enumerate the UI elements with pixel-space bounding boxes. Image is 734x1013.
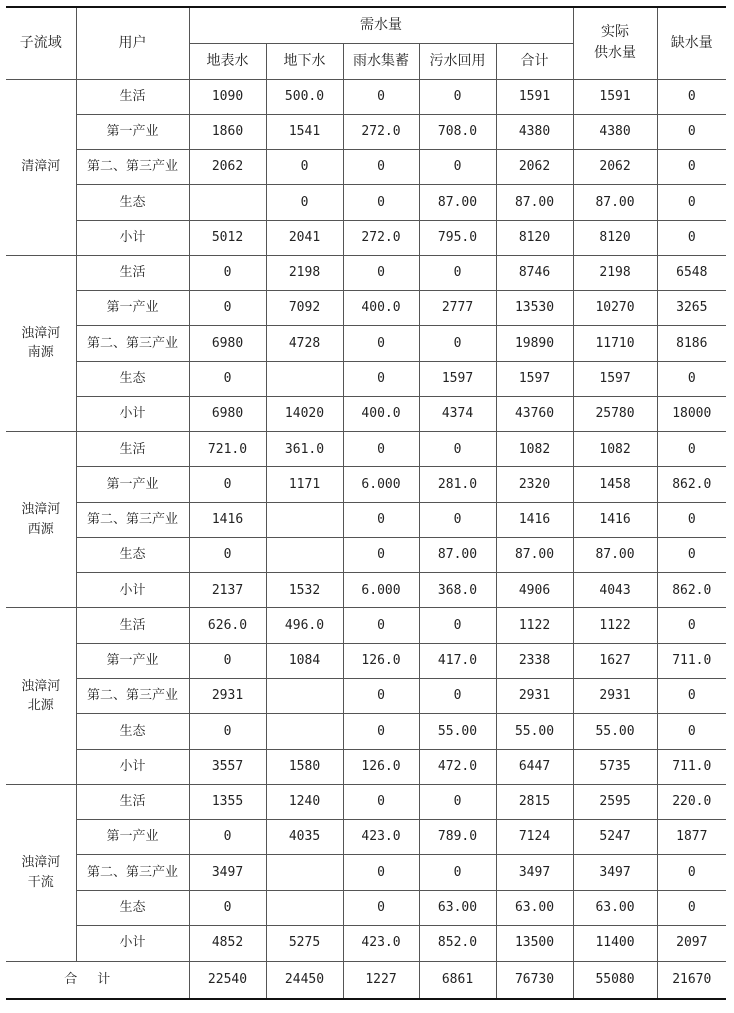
surface-cell: 3497 — [189, 855, 266, 890]
reuse-cell: 0 — [419, 150, 496, 185]
user-cell: 生活 — [76, 608, 189, 643]
header-groundwater: 地下水 — [266, 43, 343, 79]
user-cell: 第二、第三产业 — [76, 855, 189, 890]
rain-cell: 423.0 — [343, 820, 419, 855]
header-shortage: 缺水量 — [657, 7, 726, 79]
supply-cell: 4043 — [573, 573, 657, 608]
rain-cell: 0 — [343, 255, 419, 290]
rain-cell: 0 — [343, 79, 419, 114]
user-cell: 第二、第三产业 — [76, 502, 189, 537]
rain-cell: 400.0 — [343, 291, 419, 326]
reuse-cell: 0 — [419, 608, 496, 643]
header-rainwater: 雨水集蓄 — [343, 43, 419, 79]
supply-cell: 1597 — [573, 361, 657, 396]
basin-name-line1: 浊漳河 — [21, 855, 61, 871]
ground-cell: 14020 — [266, 396, 343, 431]
ground-cell: 4035 — [266, 820, 343, 855]
shortage-cell: 0 — [657, 220, 726, 255]
total-cell: 6447 — [496, 749, 573, 784]
grand-total-label: 合计 — [6, 961, 189, 999]
user-cell: 生活 — [76, 432, 189, 467]
shortage-cell: 18000 — [657, 396, 726, 431]
total-cell: 13500 — [496, 925, 573, 961]
grand-total-demand: 76730 — [496, 961, 573, 999]
shortage-cell: 0 — [657, 185, 726, 220]
reuse-cell: 789.0 — [419, 820, 496, 855]
shortage-cell: 0 — [657, 150, 726, 185]
reuse-cell: 1597 — [419, 361, 496, 396]
reuse-cell: 417.0 — [419, 643, 496, 678]
total-cell: 43760 — [496, 396, 573, 431]
ground-cell: 4728 — [266, 326, 343, 361]
total-cell: 8746 — [496, 255, 573, 290]
reuse-cell: 0 — [419, 79, 496, 114]
total-cell: 13530 — [496, 291, 573, 326]
user-cell: 生态 — [76, 714, 189, 749]
surface-cell: 626.0 — [189, 608, 266, 643]
ground-cell: 5275 — [266, 925, 343, 961]
total-cell: 3497 — [496, 855, 573, 890]
supply-cell: 63.00 — [573, 890, 657, 925]
supply-cell: 2931 — [573, 679, 657, 714]
total-cell: 2931 — [496, 679, 573, 714]
reuse-cell: 0 — [419, 326, 496, 361]
supply-cell: 87.00 — [573, 537, 657, 572]
total-cell: 19890 — [496, 326, 573, 361]
table-row — [6, 749, 726, 784]
surface-cell: 1860 — [189, 114, 266, 149]
table-row — [6, 432, 726, 467]
reuse-cell: 63.00 — [419, 890, 496, 925]
surface-cell: 1355 — [189, 784, 266, 819]
header-demand: 需水量 — [189, 7, 573, 43]
rain-cell: 400.0 — [343, 396, 419, 431]
header-supply-line1: 实际 — [601, 24, 630, 41]
total-cell: 2815 — [496, 784, 573, 819]
shortage-cell: 711.0 — [657, 749, 726, 784]
water-balance-table — [6, 6, 726, 1000]
surface-cell: 0 — [189, 643, 266, 678]
shortage-cell: 0 — [657, 890, 726, 925]
basin-cell — [6, 432, 76, 608]
supply-cell: 8120 — [573, 220, 657, 255]
shortage-cell: 2097 — [657, 925, 726, 961]
ground-cell: 361.0 — [266, 432, 343, 467]
rain-cell: 0 — [343, 150, 419, 185]
header-surface-water: 地表水 — [189, 43, 266, 79]
surface-cell: 6980 — [189, 396, 266, 431]
total-cell: 87.00 — [496, 185, 573, 220]
surface-cell: 0 — [189, 890, 266, 925]
reuse-cell: 2777 — [419, 291, 496, 326]
shortage-cell: 3265 — [657, 291, 726, 326]
table-row — [6, 150, 726, 185]
rain-cell: 0 — [343, 326, 419, 361]
ground-cell — [266, 679, 343, 714]
table-row — [6, 643, 726, 678]
user-cell: 第二、第三产业 — [76, 679, 189, 714]
table-body — [6, 79, 726, 961]
grand-total-supply: 55080 — [573, 961, 657, 999]
reuse-cell: 708.0 — [419, 114, 496, 149]
supply-cell: 10270 — [573, 291, 657, 326]
shortage-cell: 220.0 — [657, 784, 726, 819]
reuse-cell: 368.0 — [419, 573, 496, 608]
supply-cell: 25780 — [573, 396, 657, 431]
user-cell: 第二、第三产业 — [76, 150, 189, 185]
surface-cell: 2137 — [189, 573, 266, 608]
shortage-cell: 862.0 — [657, 573, 726, 608]
ground-cell: 7092 — [266, 291, 343, 326]
reuse-cell: 87.00 — [419, 537, 496, 572]
supply-cell: 3497 — [573, 855, 657, 890]
table-row — [6, 502, 726, 537]
total-cell: 1122 — [496, 608, 573, 643]
reuse-cell: 55.00 — [419, 714, 496, 749]
user-cell: 小计 — [76, 749, 189, 784]
shortage-cell: 0 — [657, 608, 726, 643]
user-cell: 小计 — [76, 220, 189, 255]
supply-cell: 4380 — [573, 114, 657, 149]
shortage-cell: 0 — [657, 537, 726, 572]
user-cell: 生态 — [76, 890, 189, 925]
shortage-cell: 1877 — [657, 820, 726, 855]
basin-cell — [6, 608, 76, 784]
surface-cell: 0 — [189, 361, 266, 396]
shortage-cell: 711.0 — [657, 643, 726, 678]
shortage-cell: 0 — [657, 79, 726, 114]
surface-cell — [189, 185, 266, 220]
table-row — [6, 855, 726, 890]
table-row — [6, 255, 726, 290]
reuse-cell: 852.0 — [419, 925, 496, 961]
supply-cell: 2198 — [573, 255, 657, 290]
ground-cell: 1084 — [266, 643, 343, 678]
surface-cell: 2062 — [189, 150, 266, 185]
user-cell: 第一产业 — [76, 291, 189, 326]
surface-cell: 2931 — [189, 679, 266, 714]
supply-cell: 1627 — [573, 643, 657, 678]
user-cell: 生态 — [76, 537, 189, 572]
rain-cell: 0 — [343, 361, 419, 396]
reuse-cell: 0 — [419, 784, 496, 819]
basin-name-line1: 浊漳河 — [21, 678, 61, 694]
supply-cell: 5247 — [573, 820, 657, 855]
header-actual-supply — [573, 7, 657, 79]
supply-cell: 2595 — [573, 784, 657, 819]
user-cell: 小计 — [76, 925, 189, 961]
reuse-cell: 281.0 — [419, 467, 496, 502]
shortage-cell: 6548 — [657, 255, 726, 290]
total-cell: 4380 — [496, 114, 573, 149]
basin-cell — [6, 784, 76, 961]
user-cell: 第一产业 — [76, 820, 189, 855]
rain-cell: 0 — [343, 608, 419, 643]
rain-cell: 126.0 — [343, 643, 419, 678]
reuse-cell: 0 — [419, 255, 496, 290]
header-reuse: 污水回用 — [419, 43, 496, 79]
ground-cell — [266, 502, 343, 537]
table-row — [6, 291, 726, 326]
grand-total-row — [6, 961, 726, 999]
supply-cell: 1591 — [573, 79, 657, 114]
rain-cell: 0 — [343, 185, 419, 220]
supply-cell: 55.00 — [573, 714, 657, 749]
user-cell: 第一产业 — [76, 467, 189, 502]
supply-cell: 5735 — [573, 749, 657, 784]
table-row — [6, 114, 726, 149]
shortage-cell: 0 — [657, 679, 726, 714]
table-row — [6, 396, 726, 431]
supply-cell: 1458 — [573, 467, 657, 502]
total-cell: 8120 — [496, 220, 573, 255]
supply-cell: 87.00 — [573, 185, 657, 220]
user-cell: 生活 — [76, 79, 189, 114]
rain-cell: 0 — [343, 679, 419, 714]
reuse-cell: 795.0 — [419, 220, 496, 255]
reuse-cell: 472.0 — [419, 749, 496, 784]
ground-cell: 2198 — [266, 255, 343, 290]
total-cell: 87.00 — [496, 537, 573, 572]
table-row — [6, 679, 726, 714]
shortage-cell: 0 — [657, 714, 726, 749]
header-user: 用户 — [76, 7, 189, 79]
basin-name-line2: 干流 — [27, 874, 54, 890]
rain-cell: 6.000 — [343, 467, 419, 502]
total-cell: 63.00 — [496, 890, 573, 925]
grand-total-shortage: 21670 — [657, 961, 726, 999]
basin-name-line1: 浊漳河 — [21, 325, 61, 341]
ground-cell — [266, 855, 343, 890]
shortage-cell: 8186 — [657, 326, 726, 361]
surface-cell: 3557 — [189, 749, 266, 784]
supply-cell: 2062 — [573, 150, 657, 185]
table-row — [6, 608, 726, 643]
surface-cell: 1090 — [189, 79, 266, 114]
rain-cell: 272.0 — [343, 114, 419, 149]
ground-cell: 0 — [266, 185, 343, 220]
table-row — [6, 220, 726, 255]
table-row — [6, 185, 726, 220]
shortage-cell: 0 — [657, 855, 726, 890]
total-cell: 1416 — [496, 502, 573, 537]
surface-cell: 0 — [189, 467, 266, 502]
supply-cell: 11710 — [573, 326, 657, 361]
ground-cell: 1240 — [266, 784, 343, 819]
ground-cell: 1580 — [266, 749, 343, 784]
grand-total-rain: 1227 — [343, 961, 419, 999]
surface-cell: 0 — [189, 820, 266, 855]
surface-cell: 0 — [189, 714, 266, 749]
reuse-cell: 4374 — [419, 396, 496, 431]
rain-cell: 0 — [343, 714, 419, 749]
table-row — [6, 361, 726, 396]
user-cell: 生态 — [76, 185, 189, 220]
total-cell: 2062 — [496, 150, 573, 185]
user-cell: 第一产业 — [76, 114, 189, 149]
rain-cell: 0 — [343, 784, 419, 819]
total-cell: 1591 — [496, 79, 573, 114]
rain-cell: 0 — [343, 432, 419, 467]
basin-name-line1: 浊漳河 — [21, 502, 61, 518]
ground-cell: 0 — [266, 150, 343, 185]
user-cell: 生活 — [76, 784, 189, 819]
basin-cell — [6, 79, 76, 255]
user-cell: 小计 — [76, 573, 189, 608]
shortage-cell: 0 — [657, 502, 726, 537]
supply-cell: 11400 — [573, 925, 657, 961]
reuse-cell: 0 — [419, 679, 496, 714]
supply-cell: 1416 — [573, 502, 657, 537]
total-cell: 1597 — [496, 361, 573, 396]
ground-cell: 1532 — [266, 573, 343, 608]
rain-cell: 126.0 — [343, 749, 419, 784]
surface-cell: 721.0 — [189, 432, 266, 467]
ground-cell: 496.0 — [266, 608, 343, 643]
surface-cell: 4852 — [189, 925, 266, 961]
ground-cell — [266, 890, 343, 925]
header-supply-line2: 供水量 — [594, 45, 637, 62]
total-cell: 2320 — [496, 467, 573, 502]
reuse-cell: 0 — [419, 502, 496, 537]
ground-cell — [266, 361, 343, 396]
ground-cell: 1541 — [266, 114, 343, 149]
ground-cell — [266, 714, 343, 749]
basin-cell — [6, 255, 76, 431]
table-row — [6, 890, 726, 925]
ground-cell — [266, 537, 343, 572]
surface-cell: 5012 — [189, 220, 266, 255]
table-row — [6, 573, 726, 608]
user-cell: 第二、第三产业 — [76, 326, 189, 361]
rain-cell: 0 — [343, 502, 419, 537]
grand-total-ground: 24450 — [266, 961, 343, 999]
total-cell: 2338 — [496, 643, 573, 678]
user-cell: 第一产业 — [76, 643, 189, 678]
surface-cell: 1416 — [189, 502, 266, 537]
user-cell: 小计 — [76, 396, 189, 431]
basin-name-line2: 北源 — [27, 698, 54, 714]
total-cell: 55.00 — [496, 714, 573, 749]
user-cell: 生态 — [76, 361, 189, 396]
header-basin: 子流域 — [6, 7, 76, 79]
table-row — [6, 784, 726, 819]
basin-name-line1: 清漳河 — [21, 159, 61, 175]
surface-cell: 0 — [189, 255, 266, 290]
surface-cell: 0 — [189, 291, 266, 326]
grand-total-surface: 22540 — [189, 961, 266, 999]
table-header — [6, 7, 726, 79]
ground-cell: 2041 — [266, 220, 343, 255]
supply-cell: 1122 — [573, 608, 657, 643]
table-row — [6, 820, 726, 855]
reuse-cell: 87.00 — [419, 185, 496, 220]
rain-cell: 0 — [343, 890, 419, 925]
total-cell: 1082 — [496, 432, 573, 467]
user-cell: 生活 — [76, 255, 189, 290]
rain-cell: 272.0 — [343, 220, 419, 255]
shortage-cell: 0 — [657, 361, 726, 396]
table-row — [6, 467, 726, 502]
shortage-cell: 862.0 — [657, 467, 726, 502]
reuse-cell: 0 — [419, 432, 496, 467]
total-cell: 4906 — [496, 573, 573, 608]
table-footer — [6, 961, 726, 999]
reuse-cell: 0 — [419, 855, 496, 890]
grand-total-reuse: 6861 — [419, 961, 496, 999]
table-row — [6, 326, 726, 361]
surface-cell: 6980 — [189, 326, 266, 361]
surface-cell: 0 — [189, 537, 266, 572]
rain-cell: 423.0 — [343, 925, 419, 961]
header-demand-total: 合计 — [496, 43, 573, 79]
ground-cell: 1171 — [266, 467, 343, 502]
shortage-cell: 0 — [657, 432, 726, 467]
shortage-cell: 0 — [657, 114, 726, 149]
ground-cell: 500.0 — [266, 79, 343, 114]
rain-cell: 6.000 — [343, 573, 419, 608]
rain-cell: 0 — [343, 855, 419, 890]
total-cell: 7124 — [496, 820, 573, 855]
table-row — [6, 79, 726, 114]
supply-cell: 1082 — [573, 432, 657, 467]
basin-name-line2: 南源 — [27, 345, 54, 361]
rain-cell: 0 — [343, 537, 419, 572]
table-row — [6, 925, 726, 961]
table-row — [6, 537, 726, 572]
table-row — [6, 714, 726, 749]
basin-name-line2: 西源 — [27, 521, 54, 537]
